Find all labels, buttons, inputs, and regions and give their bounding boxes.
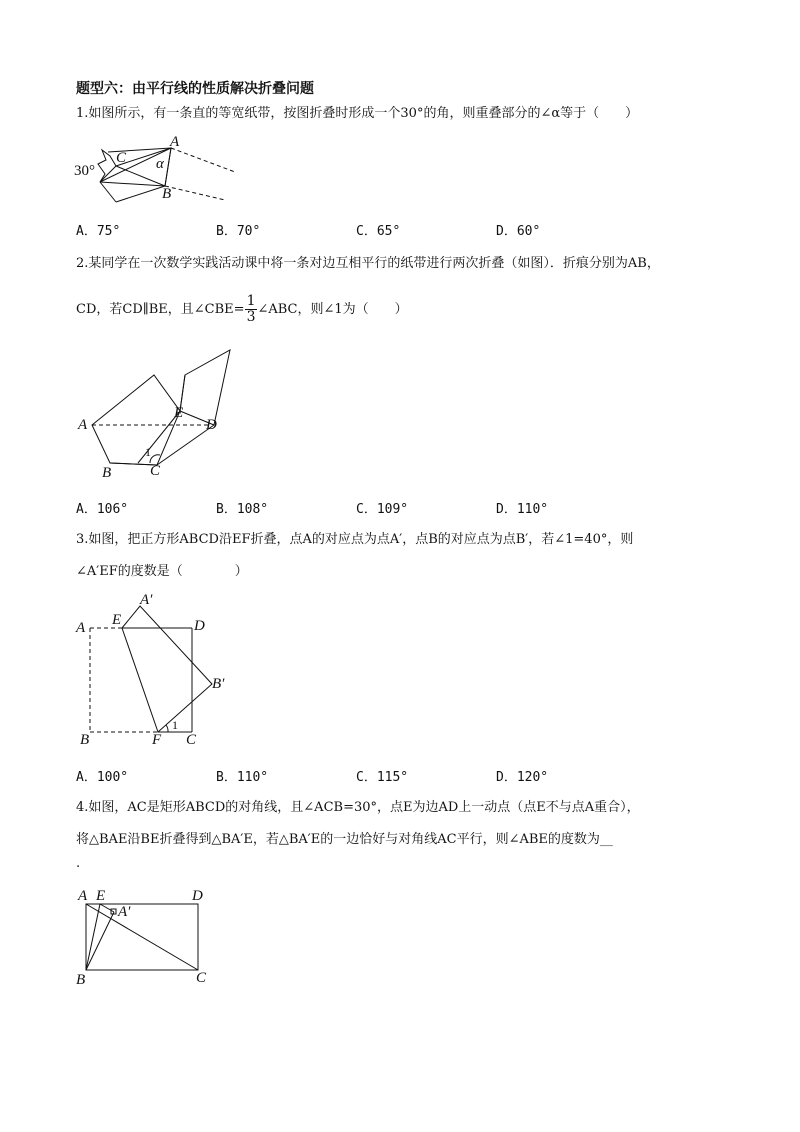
fig4-label-a-prime: A′ xyxy=(118,904,131,920)
question-3-line2: ∠A′EF的度数是（ ） xyxy=(76,564,248,579)
q2-option-d: D．110° xyxy=(496,502,549,517)
fig2-label-b: B xyxy=(102,465,112,481)
fig2-label-d: D xyxy=(206,417,217,433)
fig3-label-f: F xyxy=(152,732,162,748)
q2-option-a: A．106° xyxy=(76,502,129,517)
fraction-denominator: 3 xyxy=(246,309,256,325)
fig3-label-e: E xyxy=(112,612,122,628)
question-2-line2-pre: CD，若CD∥BE，且∠CBE= xyxy=(76,302,245,317)
fraction-numerator: 1 xyxy=(246,293,256,309)
fig4-label-e: E xyxy=(96,888,106,904)
q2-option-b: B．108° xyxy=(216,502,269,517)
question-3-line1: 3.如图，把正方形ABCD沿EF折叠，点A的对应点为点A′，点B的对应点为点B′，若∠1=40°，则 xyxy=(76,532,634,547)
fig2-label-e: E xyxy=(174,405,184,421)
fig3-label-b: B xyxy=(80,732,90,748)
fraction xyxy=(245,294,258,325)
section-title: 题型六：由平行线的性质解决折叠问题 xyxy=(76,81,314,97)
fig4-label-d: D xyxy=(192,888,203,904)
fig3-label-b-prime: B′ xyxy=(212,676,225,692)
fig1-label-b: B xyxy=(162,186,172,202)
q2-option-c: C．109° xyxy=(356,502,409,517)
fig3-label-d: D xyxy=(194,618,205,634)
q1-option-c: C．65° xyxy=(356,224,401,239)
question-2-line2-post: ∠ABC，则∠1为（ ） xyxy=(257,302,408,317)
q3-option-d: D．120° xyxy=(496,770,549,785)
fig4-label-c: C xyxy=(196,970,207,986)
figure-3 xyxy=(70,592,240,752)
question-2-line2 xyxy=(76,294,408,325)
fig3-label-c: C xyxy=(186,732,197,748)
fig1-label-c: C xyxy=(116,150,127,166)
fig2-label-1: 1 xyxy=(145,445,151,459)
fig2-label-a: A xyxy=(78,417,88,433)
q3-option-a: A．100° xyxy=(76,770,129,785)
figure-1 xyxy=(70,130,250,205)
fig1-label-angle: 30° xyxy=(74,163,95,179)
fig1-label-alpha: α xyxy=(156,156,164,172)
question-1-text: 1.如图所示，有一条直的等宽纸带，按图折叠时形成一个30°的角，则重叠部分的∠α等于（ ） xyxy=(76,106,639,121)
figure-2 xyxy=(70,345,260,485)
fig3-label-a: A xyxy=(76,620,86,636)
fig2-label-c: C xyxy=(150,463,161,479)
q1-option-a: A．75° xyxy=(76,224,121,239)
question-4-line3: . xyxy=(76,856,81,871)
question-4-line2: 将△BAE沿BE折叠得到△BA′E，若△BA′E的一边恰好与对角线AC平行，则∠ABE的度数为__ xyxy=(76,832,613,847)
q3-option-b: B．110° xyxy=(216,770,269,785)
q1-option-b: B．70° xyxy=(216,224,261,239)
fig4-label-b: B xyxy=(76,972,86,988)
fig3-label-1: 1 xyxy=(172,718,178,732)
question-2-line1: 2.某同学在一次数学实践活动课中将一条对边互相平行的纸带进行两次折叠（如图）．折痕分别为AB， xyxy=(76,256,660,271)
q3-option-c: C．115° xyxy=(356,770,409,785)
question-4-line1: 4.如图，AC是矩形ABCD的对角线，且∠ACB=30°，点E为边AD上一动点（点E不与点A重合）， xyxy=(76,800,640,815)
fig4-label-a: A xyxy=(78,888,88,904)
fig3-label-a-prime: A′ xyxy=(140,592,153,608)
figure-4 xyxy=(70,884,230,994)
fig1-label-a: A xyxy=(170,134,180,150)
q1-option-d: D．60° xyxy=(496,224,541,239)
